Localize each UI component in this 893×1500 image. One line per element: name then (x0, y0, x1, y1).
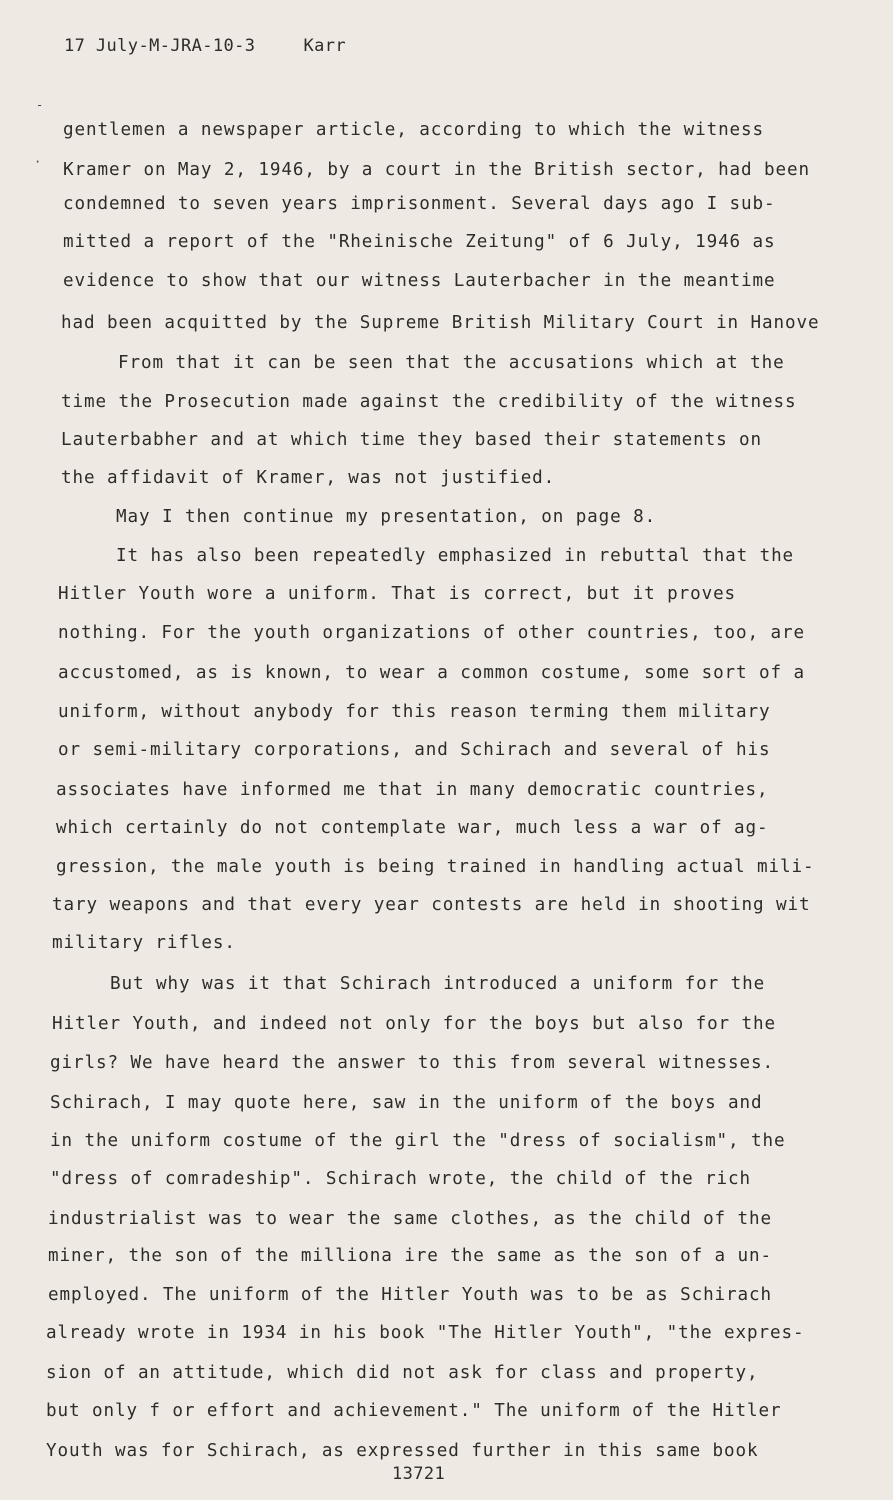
text-line: condemned to seven years imprisonment. Several days ago I sub- (63, 194, 776, 214)
text-line: industrialist was to wear the same clothes, as the child of the (48, 1209, 773, 1229)
reporter-name: Karr (303, 36, 346, 56)
text-line: Schirach, I may quote here, saw in the uniform of the boys and (50, 1093, 763, 1113)
text-line: tary weapons and that every year contests are held in shooting wit (52, 895, 811, 915)
text-line: Lauterbabher and at which time they based their statements on (61, 430, 763, 450)
text-line: But why was it that Schirach introduced a uniform for the (110, 974, 766, 994)
text-line: girls? We have heard the answer to this from several witnesses. (50, 1053, 775, 1073)
text-line: accustomed, as is known, to wear a common costume, some sort of a (58, 663, 806, 683)
text-line: had been acquitted by the Supreme British Military Court in Hanove (61, 313, 820, 333)
text-line: sion of an attitude, which did not ask for class and property, (46, 1363, 759, 1383)
page-header (64, 36, 346, 56)
text-line: employed. The uniform of the Hitler Youth was to be as Schirach (48, 1285, 773, 1305)
document-reference: 17 July-M-JRA-10-3 (64, 36, 256, 56)
text-line: evidence to show that our witness Lauterbacher in the meantime (63, 271, 776, 291)
text-line: the affidavit of Kramer, was not justified. (61, 468, 556, 488)
text-line: gression, the male youth is being trained in handling actual mili- (56, 857, 815, 877)
margin-mark: - (36, 98, 44, 112)
text-line: already wrote in 1934 in his book "The Hitler Youth", "the expres- (46, 1323, 805, 1343)
text-line: military rifles. (52, 933, 236, 953)
text-line: Hitler Youth wore a uniform. That is correct, but it proves (58, 584, 737, 604)
text-line: mitted a report of the "Rheinische Zeitung" of 6 July, 1946 as (63, 232, 776, 252)
text-line: uniform, without anybody for this reason terming them military (58, 702, 771, 722)
text-line: May I then continue my presentation, on page 8. (116, 507, 657, 527)
text-line: in the uniform costume of the girl the "dress of socialism", the (50, 1131, 786, 1151)
text-line: From that it can be seen that the accusations which at the (118, 353, 785, 373)
text-line: nothing. For the youth organizations of other countries, too, are (58, 623, 806, 643)
text-line: "dress of comradeship". Schirach wrote, the child of the rich (50, 1169, 752, 1189)
text-line: time the Prosecution made against the credibility of the witness (61, 392, 797, 412)
page-number: 13721 (392, 1464, 446, 1484)
text-line: Hitler Youth, and indeed not only for the boys but also for the (52, 1014, 777, 1034)
text-line: or semi-military corporations, and Schirach and several of his (58, 740, 771, 760)
text-line: associates have informed me that in many democratic countries, (56, 780, 769, 800)
text-line: but only f or effort and achievement." The uniform of the Hitler (46, 1401, 782, 1421)
text-line: It has also been repeatedly emphasized in rebuttal that the (116, 546, 795, 566)
text-line: gentlemen a newspaper article, according to which the witness (63, 120, 765, 140)
margin-mark: · (34, 155, 42, 169)
text-line: Kramer on May 2, 1946, by a court in the British sector, had been (63, 160, 811, 180)
text-line: miner, the son of the milliona ire the same as the son of a un- (48, 1246, 773, 1266)
text-line: which certainly do not contemplate war, much less a war of ag- (56, 818, 769, 838)
text-line: Youth was for Schirach, as expressed further in this same book (46, 1441, 759, 1461)
